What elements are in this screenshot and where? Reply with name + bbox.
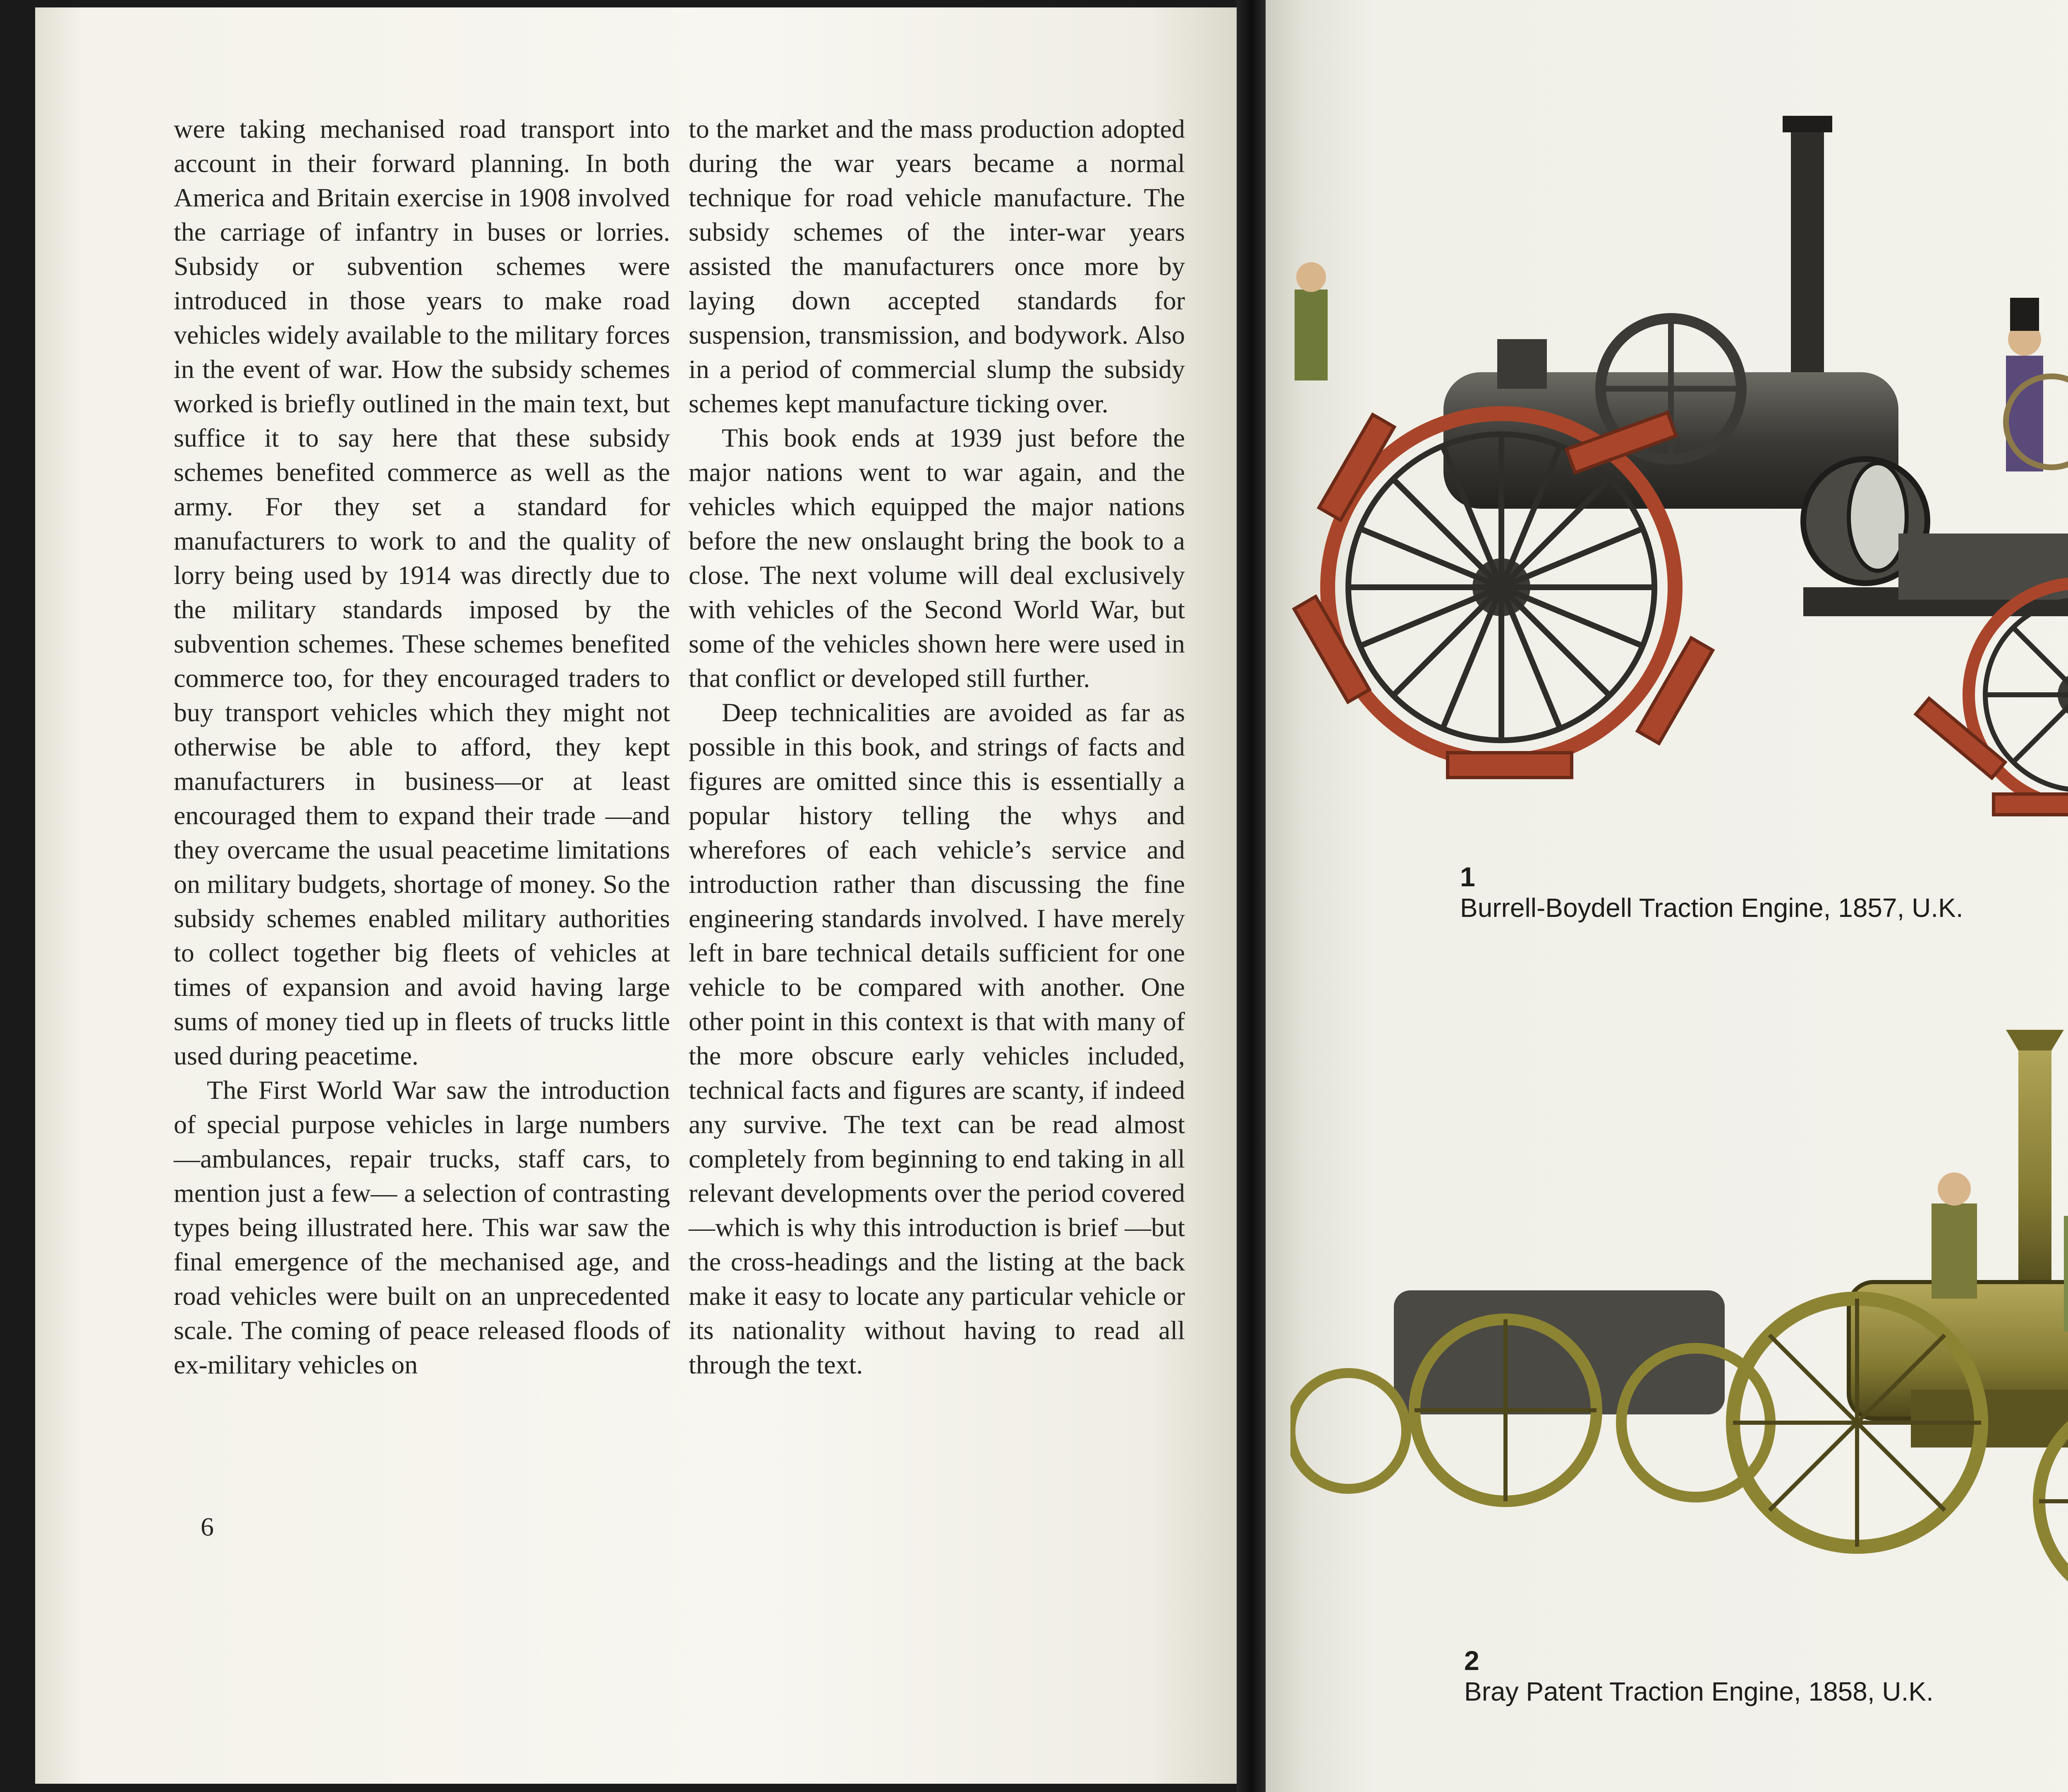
paragraph: to the market and the mass production adopted during the war years became a normal technique for road vehicle manufacture. The subsidy schemes of the inter-war years assisted the manufacturers once more by laying down accepted standards for suspension, transmission, and bodywork. Also in a period of commercial slump the subsidy schemes kept manufacture ticking over.: [689, 114, 1185, 418]
front-wheel: [1916, 583, 2068, 815]
engineman-figure: [1932, 1172, 1977, 1299]
plate-number: 2: [1464, 1645, 1479, 1676]
text-column-1: [174, 112, 670, 1382]
paragraph: This book ends at 1939 just before the major nations went to war again, and the vehicles which equipped the major nations before the new onslaught bring the book to a close. The next volume will deal exclusively with vehicles of the Second World War, but some of the vehicles shown here were used in that conflict or developed still further.: [689, 423, 1185, 693]
plate-2-caption: [1464, 1646, 1934, 1708]
plate-title: Burrell-Boydell Traction Engine, 1857, U.K.: [1460, 893, 1963, 923]
text-column-2: [689, 112, 1185, 1382]
stoker-figure: [1295, 262, 1328, 380]
bray-engine-illustration: [1290, 1026, 2068, 1634]
paragraph: were taking mechanised road transport into account in their forward planning. In both America and Britain exercise in 1908 involved the carriage of infantry in buses or lorries. Subsidy or subvention schemes were introduced in those years to make road vehicles widely available to the military forces in the event of war. How the subsidy schemes worked is briefly outlined in the main text, but suffice it to say here that these subsidy schemes benefited commerce as well as the army. For they set a standard for manufacturers to work to and the quality of lorry being used by 1914 was directly due to the military standards imposed by the subvention schemes. These schemes benefited commerce too, for they encouraged traders to buy transport vehicles which they might not otherwise be able to afford, they kept manufacturers in business—or at least encouraged them to expand their trade —and they overcame the usual peacetime limitations on military budgets, shortage of money. So the subsidy schemes enabled military authorities to collect together big fleets of vehicles at times of expansion and avoid having large sums of money tied up in fleets of trucks little used during peacetime.: [174, 114, 670, 1070]
plate-1-caption: [1460, 862, 1963, 924]
paragraph: Deep technicalities are avoided as far as possible in this book, and strings of facts and figures are omitted since this is essentially a popular history telling the whys and wherefores of each vehicle’s service and introduction rather than discussing the fine engineering standards involved. I have merely left in bare technical details sufficient for one vehicle to be compared with another. One other point in this context is that with many of the more obscure early vehicles included, technical facts and figures are scanty, if indeed any survive. The text can be read almost completely from beginning to end taking in all relevant developments over the period covered —which is why this introduction is brief —but the cross-headings and the listing at the back make it easy to locate any particular vehicle or its nationality without having to read all through the text.: [689, 698, 1185, 1379]
steersman-figure: [2064, 1183, 2068, 1332]
burrell-boydell-engine-illustration: [1266, 108, 2068, 860]
page-number: 6: [201, 1512, 214, 1541]
book-gutter: [1237, 0, 1266, 1792]
paragraph: The First World War saw the introduction of special purpose vehicles in large numbers—ambulances, repair trucks, staff cars, to mention just a few— a selection of contrasting types being illustrated here. This war saw the final emergence of the mechanised age, and road vehicles were built on an unprecedented scale. The coming of peace released floods of ex-military vehicles on: [174, 1075, 670, 1379]
plate-number: 1: [1460, 861, 1475, 892]
driver-figure: [2006, 298, 2068, 471]
plate-title: Bray Patent Traction Engine, 1858, U.K.: [1464, 1677, 1934, 1706]
